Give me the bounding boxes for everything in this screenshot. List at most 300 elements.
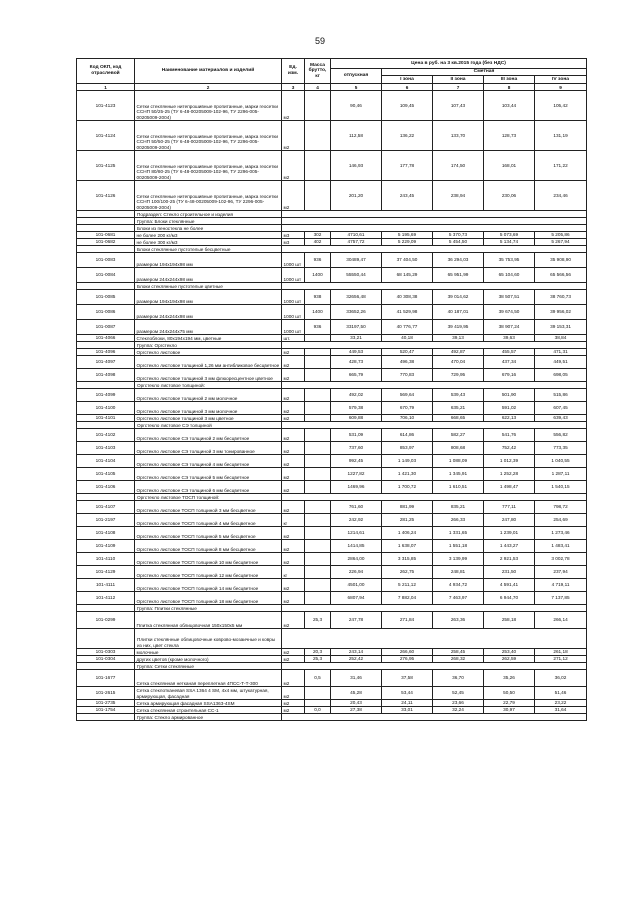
price-zone3: 258,18 — [484, 612, 535, 629]
item-name: Оргстекло листовое ТОСП толщиной 12 мм бесцветное — [135, 566, 282, 579]
price-release: 146,93 — [331, 151, 382, 181]
price-zone4: 471,31 — [535, 349, 587, 356]
item-name: Оргстекло листовое толщиной 1,26 мм антибликовое бесцветное — [135, 356, 282, 369]
price-zone4: 39 153,31 — [535, 320, 587, 335]
item-unit: м2 — [282, 656, 305, 663]
price-zone3: 455,57 — [484, 349, 535, 356]
item-code: 101-4100 — [77, 402, 135, 415]
item-code: 101-4123 — [77, 91, 135, 121]
item-mass — [305, 181, 331, 211]
section-title: Группа: Блоки стеклянные — [135, 218, 282, 225]
item-name: молочные — [135, 649, 282, 656]
price-zone4: 39 956,02 — [535, 305, 587, 320]
price-zone4: 38,84 — [535, 335, 587, 342]
price-release: 579,38 — [331, 402, 382, 415]
item-name: Оргстекло листовое ТОСП толщиной 8 мм бесцветное — [135, 540, 282, 553]
price-zone1: 136,22 — [382, 121, 433, 151]
item-name: Оргстекло листовое СЭ толщиной 3 мм тонированное — [135, 442, 282, 455]
price-zone2: 729,95 — [433, 369, 484, 382]
section-title: Оргстекло листовое СЭ толщиной — [135, 422, 282, 429]
section-title: Плитки стеклянные облицовочные коврово-мозаичные и ковры из них, цвет стекла — [135, 629, 282, 649]
price-zone4: 1 287,11 — [535, 468, 587, 481]
price-zone3: 622,13 — [484, 415, 535, 422]
price-release: 45,28 — [331, 687, 382, 700]
empty-cell — [282, 342, 587, 349]
price-release: 1227,82 — [331, 468, 382, 481]
price-release: 20,43 — [331, 700, 382, 707]
item-unit: м2 — [282, 402, 305, 415]
item-mass — [305, 402, 331, 415]
item-unit: м2 — [282, 181, 305, 211]
price-zone3: 1 252,28 — [484, 468, 535, 481]
price-zone2: 539,43 — [433, 389, 484, 402]
price-zone2: 470,04 — [433, 356, 484, 369]
price-zone1: 614,86 — [382, 429, 433, 442]
item-name: размером 194х194х98 мм — [135, 253, 282, 268]
price-zone2: 133,70 — [433, 121, 484, 151]
item-code: 101-1754 — [77, 707, 135, 714]
price-zone3: 103,44 — [484, 91, 535, 121]
empty-cell — [282, 605, 587, 612]
price-release: 492,02 — [331, 389, 382, 402]
item-mass — [305, 442, 331, 455]
section-title: Оргстекло листовое толщиной: — [135, 382, 282, 389]
price-zone3: 38 507,51 — [484, 290, 535, 305]
price-release: 33652,26 — [331, 305, 382, 320]
table-row — [77, 649, 587, 656]
price-zone1: 569,64 — [382, 389, 433, 402]
price-zone1: 109,45 — [382, 91, 433, 121]
price-zone2: 808,68 — [433, 442, 484, 455]
item-code: 101-4096 — [77, 349, 135, 356]
section-row — [77, 629, 587, 649]
price-zone4: 7 137,85 — [535, 592, 587, 605]
price-zone2: 39 014,62 — [433, 290, 484, 305]
code-cell — [77, 663, 135, 670]
item-code: 101-4107 — [77, 501, 135, 514]
table-row — [77, 268, 587, 283]
price-release: 4710,61 — [331, 232, 382, 239]
price-zone1: 41 529,98 — [382, 305, 433, 320]
price-zone2: 238,94 — [433, 181, 484, 211]
column-index: 8 — [484, 84, 535, 91]
price-zone4: 798,72 — [535, 501, 587, 514]
item-code: 101-4102 — [77, 429, 135, 442]
price-release: 90,46 — [331, 91, 382, 121]
item-code: 101-4124 — [77, 121, 135, 151]
section-title: Блоки из пеностекла не более — [135, 225, 282, 232]
price-release: 4501,00 — [331, 579, 382, 592]
item-code: 101-4104 — [77, 455, 135, 468]
price-zone2: 258,45 — [433, 649, 484, 656]
price-zone2: 266,33 — [433, 514, 484, 527]
table-row — [77, 369, 587, 382]
item-name: размером 244х244х75 мм — [135, 320, 282, 335]
table-row — [77, 514, 587, 527]
section-title: Группа: Стекло армированное — [135, 714, 282, 721]
section-title: Группа: Плитки стеклянные — [135, 605, 282, 612]
header-zone2: II зона — [433, 76, 484, 84]
item-name: Оргстекло листовое толщиной 3 мм цветное — [135, 415, 282, 422]
price-zone1: 24,11 — [382, 700, 433, 707]
price-release: 1414,85 — [331, 540, 382, 553]
item-name: Оргстекло листовое толщиной 2 мм молочное — [135, 389, 282, 402]
price-zone2: 668,65 — [433, 415, 484, 422]
price-zone1: 520,47 — [382, 349, 433, 356]
header-release: отпускная — [331, 69, 382, 84]
item-code: 101-4109 — [77, 540, 135, 553]
price-zone4: 131,19 — [535, 121, 587, 151]
table-row — [77, 442, 587, 455]
price-zone4: 51,46 — [535, 687, 587, 700]
item-code: 101-0084 — [77, 268, 135, 283]
code-cell — [77, 494, 135, 501]
header-zone4: IV зона — [535, 76, 587, 84]
price-zone2: 4 934,72 — [433, 579, 484, 592]
table-row — [77, 481, 587, 494]
header-zone1: I зона — [382, 76, 433, 84]
code-cell — [77, 382, 135, 389]
price-zone2: 32,24 — [433, 707, 484, 714]
item-unit: м2 — [282, 579, 305, 592]
item-code: 101-2615 — [77, 687, 135, 700]
item-mass: 25,3 — [305, 612, 331, 629]
price-zone3: 2 921,53 — [484, 553, 535, 566]
table-row — [77, 402, 587, 415]
item-mass — [305, 335, 331, 342]
price-zone2: 248,81 — [433, 566, 484, 579]
table-row — [77, 232, 587, 239]
price-zone1: 243,45 — [382, 181, 433, 211]
item-code: 101-4099 — [77, 389, 135, 402]
item-unit: м2 — [282, 455, 305, 468]
item-mass — [305, 687, 331, 700]
section-row — [77, 218, 587, 225]
price-zone3: 168,01 — [484, 151, 535, 181]
table-row — [77, 121, 587, 151]
price-release: 428,73 — [331, 356, 382, 369]
item-unit: м2 — [282, 356, 305, 369]
price-zone1: 68 145,29 — [382, 268, 433, 283]
item-mass: 20,3 — [305, 649, 331, 656]
item-mass — [305, 540, 331, 553]
section-row — [77, 342, 587, 349]
price-zone4: 4 719,11 — [535, 579, 587, 592]
price-zone4: 36,02 — [535, 670, 587, 687]
price-release: 665,79 — [331, 369, 382, 382]
item-code: 101-4098 — [77, 369, 135, 382]
price-zone3: 22,79 — [484, 700, 535, 707]
item-name: не более 300 кг/м3 — [135, 239, 282, 246]
item-name: размером 244х244х98 мм — [135, 268, 282, 283]
price-zone1: 266,60 — [382, 649, 433, 656]
item-code: 101-0299 — [77, 612, 135, 629]
price-release: 226,94 — [331, 566, 382, 579]
header-price-title: Цена в руб. на 3 кв.2015 года (без НДС) — [331, 59, 587, 69]
price-zone4: 254,69 — [535, 514, 587, 527]
price-release: 761,60 — [331, 501, 382, 514]
section-row — [77, 211, 587, 218]
item-mass — [305, 91, 331, 121]
section-title: Блоки стеклянные пустотелые бесцветные — [135, 246, 282, 253]
item-unit: м2 — [282, 91, 305, 121]
item-mass — [305, 369, 331, 382]
price-release: 33197,50 — [331, 320, 382, 335]
price-release: 55550,44 — [331, 268, 382, 283]
table-row — [77, 656, 587, 663]
item-name: Оргстекло листовое ТОСП толщиной 5 мм бесцветное — [135, 527, 282, 540]
price-zone4: 1 273,46 — [535, 527, 587, 540]
item-name: Сетка армирующая фасадная SSA1363-4SM — [135, 700, 282, 707]
item-unit: м2 — [282, 592, 305, 605]
table-row — [77, 527, 587, 540]
price-zone2: 39,13 — [433, 335, 484, 342]
column-index: 6 — [382, 84, 433, 91]
table-row — [77, 181, 587, 211]
price-zone1: 262,75 — [382, 566, 433, 579]
price-release: 2864,00 — [331, 553, 382, 566]
price-zone3: 39,63 — [484, 335, 535, 342]
item-mass: 0,0 — [305, 707, 331, 714]
table-row — [77, 356, 587, 369]
price-release: 1214,61 — [331, 527, 382, 540]
price-zone2: 492,87 — [433, 349, 484, 356]
price-release: 31,46 — [331, 670, 382, 687]
price-zone1: 177,78 — [382, 151, 433, 181]
price-release: 32656,48 — [331, 290, 382, 305]
price-zone3: 501,90 — [484, 389, 535, 402]
price-zone3: 1 498,47 — [484, 481, 535, 494]
price-release: 531,09 — [331, 429, 382, 442]
price-zone4: 105,42 — [535, 91, 587, 121]
item-unit: м2 — [282, 415, 305, 422]
price-zone2: 5 370,73 — [433, 232, 484, 239]
price-zone4: 1 040,55 — [535, 455, 587, 468]
item-name: Сетка стеклянная нетканая переплетная 4ПСС-Т-Т-300 — [135, 670, 282, 687]
price-zone4: 639,43 — [535, 415, 587, 422]
item-mass — [305, 553, 331, 566]
item-code: 101-0682 — [77, 239, 135, 246]
empty-cell — [282, 629, 587, 649]
price-release: 201,20 — [331, 181, 382, 211]
price-zone3: 1 443,27 — [484, 540, 535, 553]
item-unit: м2 — [282, 501, 305, 514]
item-name: Оргстекло листовое — [135, 349, 282, 356]
table-row — [77, 415, 587, 422]
price-release: 27,38 — [331, 707, 382, 714]
section-title: Группа: Сетки стеклянные — [135, 663, 282, 670]
item-mass — [305, 151, 331, 181]
item-code: 101-2735 — [77, 700, 135, 707]
item-name: Оргстекло листовое ТОСП толщиной 14 мм бесцветное — [135, 579, 282, 592]
price-release: 30489,47 — [331, 253, 382, 268]
price-zone4: 271,12 — [535, 656, 587, 663]
table-row — [77, 579, 587, 592]
section-title: Группа: Оргстекло — [135, 342, 282, 349]
price-zone4: 35 908,90 — [535, 253, 587, 268]
table-row — [77, 687, 587, 700]
price-zone2: 1 331,65 — [433, 527, 484, 540]
price-zone3: 591,02 — [484, 402, 535, 415]
item-unit: м3 — [282, 239, 305, 246]
item-unit: 1000 шт — [282, 305, 305, 320]
price-zone3: 1 012,39 — [484, 455, 535, 468]
price-zone3: 6 944,70 — [484, 592, 535, 605]
table-row — [77, 501, 587, 514]
section-row — [77, 246, 587, 253]
section-row — [77, 605, 587, 612]
price-zone3: 752,42 — [484, 442, 535, 455]
price-zone3: 50,50 — [484, 687, 535, 700]
section-row — [77, 283, 587, 290]
price-zone2: 174,50 — [433, 151, 484, 181]
column-index: 5 — [331, 84, 382, 91]
price-zone3: 5 134,74 — [484, 239, 535, 246]
item-mass — [305, 527, 331, 540]
price-zone4: 698,05 — [535, 369, 587, 382]
price-zone3: 231,50 — [484, 566, 535, 579]
item-name: Оргстекло листовое ТОСП толщиной 18 мм бесцветное — [135, 592, 282, 605]
column-index: 7 — [433, 84, 484, 91]
price-zone2: 7 463,97 — [433, 592, 484, 605]
section-title: Подраздел: Стекло строительное и изделия — [135, 211, 282, 218]
price-zone3: 30,97 — [484, 707, 535, 714]
price-zone1: 1 638,07 — [382, 540, 433, 553]
table-row — [77, 290, 587, 305]
price-zone3: 253,40 — [484, 649, 535, 656]
price-zone1: 881,99 — [382, 501, 433, 514]
price-zone1: 5 229,09 — [382, 239, 433, 246]
item-unit: м2 — [282, 429, 305, 442]
column-index: 2 — [135, 84, 282, 91]
header-estimate: Сметная — [382, 69, 587, 76]
price-zone3: 262,59 — [484, 656, 535, 663]
item-name: Сетки стеклянные нитепрошивные пропитанные, марка геосетки ССНП 100/100-25 (ТУ 6-48-00205009-102-96, ТУ 2296-005-00205009-2004) — [135, 181, 282, 211]
item-mass: 938 — [305, 290, 331, 305]
code-cell — [77, 422, 135, 429]
price-zone2: 23,66 — [433, 700, 484, 707]
price-zone1: 5 211,12 — [382, 579, 433, 592]
price-zone1: 40 776,77 — [382, 320, 433, 335]
price-zone3: 230,06 — [484, 181, 535, 211]
item-code: 101-0085 — [77, 290, 135, 305]
item-unit: 1000 шт — [282, 320, 305, 335]
price-zone3: 5 073,69 — [484, 232, 535, 239]
price-zone4: 1 540,15 — [535, 481, 587, 494]
column-index-row — [77, 84, 587, 91]
item-name: не более 200 кг/м3 — [135, 232, 282, 239]
price-zone3: 35 753,95 — [484, 253, 535, 268]
price-zone2: 1 551,18 — [433, 540, 484, 553]
empty-cell — [282, 494, 587, 501]
price-zone1: 40 308,38 — [382, 290, 433, 305]
item-unit: м2 — [282, 121, 305, 151]
item-code: 101-0087 — [77, 320, 135, 335]
price-zone1: 706,10 — [382, 415, 433, 422]
item-name: Сетки стеклянные нитепрошивные пропитанные, марка геосетки ССНП 80/80-25 (ТУ 6-48-00205009-102-96, ТУ 2296-005-00205009-2004) — [135, 151, 282, 181]
page-number: 59 — [314, 36, 325, 46]
item-mass: 0,5 — [305, 670, 331, 687]
code-cell — [77, 605, 135, 612]
price-zone1: 1 149,03 — [382, 455, 433, 468]
item-name: Оргстекло листовое СЭ толщиной 4 мм бесцветное — [135, 455, 282, 468]
item-unit: м2 — [282, 553, 305, 566]
item-mass — [305, 501, 331, 514]
item-name: Стеклоблоки, 80х194х194 мм, цветные — [135, 335, 282, 342]
price-zone3: 38 907,24 — [484, 320, 535, 335]
item-mass: 302 — [305, 232, 331, 239]
price-zone2: 65 951,99 — [433, 268, 484, 283]
code-cell — [77, 629, 135, 649]
price-zone3: 39 674,50 — [484, 305, 535, 320]
price-zone4: 607,45 — [535, 402, 587, 415]
price-zone3: 35,26 — [484, 670, 535, 687]
price-zone1: 770,83 — [382, 369, 433, 382]
price-zone1: 271,84 — [382, 612, 433, 629]
item-unit: м2 — [282, 481, 305, 494]
item-unit: м2 — [282, 468, 305, 481]
price-zone1: 7 882,04 — [382, 592, 433, 605]
item-code: 101-4066 — [77, 335, 135, 342]
price-zone4: 38 760,73 — [535, 290, 587, 305]
price-zone1: 853,97 — [382, 442, 433, 455]
price-zone4: 449,51 — [535, 356, 587, 369]
item-code: 101-4108 — [77, 527, 135, 540]
item-name: Оргстекло листовое ТОСП толщиной 3 мм бесцветное — [135, 501, 282, 514]
item-mass — [305, 592, 331, 605]
code-cell — [77, 283, 135, 290]
item-name: Оргстекло листовое толщиной 3 мм флюоресцентное цветное — [135, 369, 282, 382]
table-row — [77, 707, 587, 714]
price-zone2: 263,36 — [433, 612, 484, 629]
table-row — [77, 335, 587, 342]
code-cell — [77, 342, 135, 349]
item-unit: 1000 шт — [282, 290, 305, 305]
empty-cell — [282, 382, 587, 389]
item-unit: м2 — [282, 389, 305, 402]
price-zone1: 5 195,69 — [382, 232, 433, 239]
price-zone1: 276,95 — [382, 656, 433, 663]
price-release: 247,78 — [331, 612, 382, 629]
price-zone2: 36 294,03 — [433, 253, 484, 268]
section-row — [77, 422, 587, 429]
table-row — [77, 91, 587, 121]
item-unit: м2 — [282, 700, 305, 707]
item-code: 101-4111 — [77, 579, 135, 592]
item-unit: м2 — [282, 442, 305, 455]
table-row — [77, 305, 587, 320]
table-row — [77, 612, 587, 629]
code-cell — [77, 218, 135, 225]
price-release: 992,45 — [331, 455, 382, 468]
item-unit: м2 — [282, 649, 305, 656]
price-zone3: 777,11 — [484, 501, 535, 514]
item-code: 101-2197 — [77, 514, 135, 527]
empty-cell — [282, 225, 587, 232]
table-row — [77, 349, 587, 356]
table-row — [77, 553, 587, 566]
price-release: 609,88 — [331, 415, 382, 422]
price-zone1: 37,58 — [382, 670, 433, 687]
table-row — [77, 566, 587, 579]
price-zone2: 835,21 — [433, 501, 484, 514]
section-title: Оргстекло листовое ТОСП толщиной: — [135, 494, 282, 501]
section-row — [77, 494, 587, 501]
price-release: 252,42 — [331, 656, 382, 663]
item-unit: м2 — [282, 687, 305, 700]
price-zone4: 65 566,56 — [535, 268, 587, 283]
price-zone1: 670,79 — [382, 402, 433, 415]
